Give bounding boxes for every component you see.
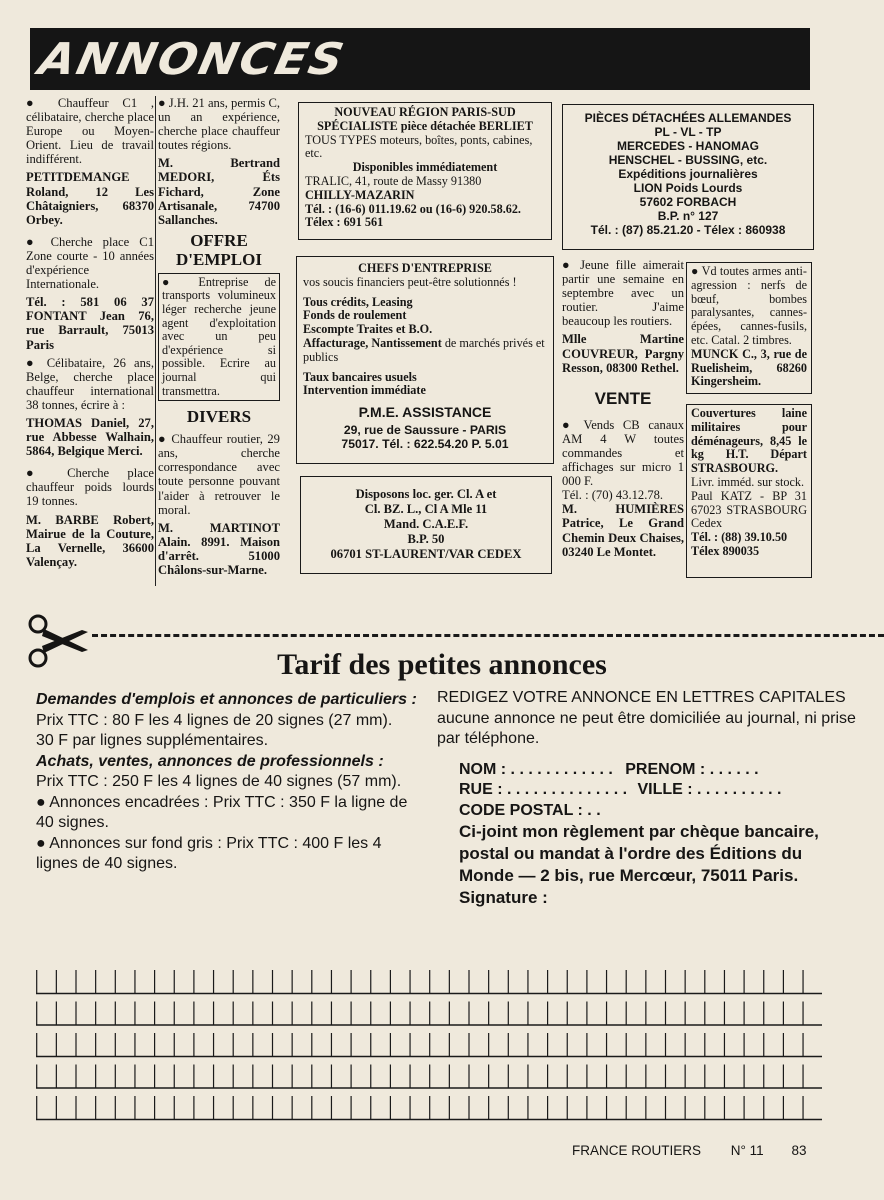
- ad-line: Affacturage, Nantissement de marchés privés et publics: [303, 335, 545, 364]
- ad-line: MERCEDES - HANOMAG: [616, 139, 759, 153]
- ad-line: Intervention immédiate: [303, 383, 426, 398]
- ad-company: P.M.E. ASSISTANCE: [358, 404, 492, 421]
- ad-item: ● Célibataire, 26 ans, Belge, cherche place chauffeur international 38 tonnes, écrire à :: [26, 355, 154, 412]
- ad-box-chefs-entreprise: [296, 256, 554, 464]
- page-title: ANNONCES: [34, 33, 350, 85]
- ad-box-pieces-detachees: [562, 104, 814, 250]
- ad-line: Taux bancaires usuels: [303, 369, 417, 384]
- tarif-price: Prix TTC : 80 F les 4 lignes de 20 signes (27 mm).: [36, 711, 393, 729]
- form-fields: [459, 760, 857, 822]
- ads-column-1: [26, 96, 154, 573]
- ad-contact: PETITDEMANGE Roland, 12 Les Châtaigniers, 68370 Orbey.: [26, 170, 154, 227]
- ad-line: 06701 ST-LAURENT/VAR CEDEX: [330, 547, 522, 561]
- ad-box-couvertures: [686, 404, 812, 578]
- ad-line: B.P. n° 127: [657, 209, 719, 223]
- page-footer: [572, 1143, 807, 1158]
- payment-instructions: Ci-joint mon règlement par chèque bancaire, postal ou mandat à l'ordre des Éditions du Monde — 2 bis, rue Mercœur, 75011 Paris.: [459, 822, 819, 885]
- section-heading-divers: DIVERS: [186, 407, 252, 427]
- tarif-price: Prix TTC : 250 F les 4 lignes de 40 signes (57 mm).: [36, 773, 402, 790]
- form-row: [459, 760, 857, 781]
- ad-item: ● Chauffeur routier, 29 ans, cherche correspondance avec toute personne pouvant l'aider à retrouver le moral.: [158, 432, 280, 517]
- ad-line: Tél. : (87) 85.21.20 - Télex : 860938: [590, 223, 786, 237]
- ad-text: Couvertures laine militaires pour déménageurs, 8,45 le kg H.T. Départ STRASBOURG.: [691, 406, 807, 476]
- writing-grid[interactable]: [36, 964, 822, 1124]
- ad-line: SPÉCIALISTE pièce détachée BERLIET: [317, 118, 533, 133]
- ad-box-location: [300, 476, 552, 574]
- ad-contact: MUNCK C., 3, rue de Ruelisheim, 68260 Kingersheim.: [691, 346, 807, 389]
- tarif-title: Tarif des petites annonces: [277, 648, 607, 681]
- header-banner: [30, 28, 810, 90]
- tarif-heading: Achats, ventes, annonces de professionnels :: [36, 752, 384, 770]
- ad-line: Cl. BZ. L., Cl A Mle 11: [364, 502, 488, 516]
- ad-phone: Tél. : (88) 39.10.50: [691, 530, 788, 545]
- section-heading-offre: OFFRE D'EMPLOI: [176, 230, 262, 269]
- ad-item: ● Jeune fille aimerait partir une semaine en septembre avec un routier. J'aime beaucoup les routiers.: [562, 258, 684, 329]
- ad-line: Disponibles immédiatement: [352, 160, 498, 175]
- prenom-field[interactable]: PRENOM : . . . . . .: [625, 760, 759, 778]
- ad-line: PL - VL - TP: [654, 125, 722, 139]
- ad-telex: Télex 890035: [691, 543, 760, 558]
- magazine-name: FRANCE ROUTIERS: [572, 1143, 702, 1158]
- ad-line: LION Poids Lourds: [633, 181, 743, 195]
- ad-line: PIÈCES DÉTACHÉES ALLEMANDES: [584, 111, 792, 125]
- tarif-details: [36, 690, 426, 875]
- ad-contact: M. BARBE Robert, Mairue de la Couture, La Vernelle, 36600 Valençay.: [26, 512, 154, 569]
- form-note: aucune annonce ne peut être domiciliée au journal, ni prise par téléphone.: [437, 709, 856, 747]
- ad-line: Tél. : (16-6) 011.19.62 ou (16-6) 920.58.62.: [305, 201, 521, 216]
- ad-line: Fonds de roulement: [303, 308, 407, 323]
- ad-line: Télex : 691 561: [305, 215, 384, 230]
- ad-contact: Mlle Martine COUVREUR, Pargny Resson, 08300 Rethel.: [562, 332, 684, 375]
- ad-line: TRALIC, 41, route de Massy 91380: [305, 173, 482, 188]
- ad-text: ● Vd toutes armes anti-agression : nerfs de bœuf, bombes paralysantes, cannes-épées, cannes-fusils, etc. Catal. 2 timbres.: [691, 264, 807, 347]
- ad-line: TOUS TYPES moteurs, boîtes, ponts, cabines, etc.: [305, 132, 533, 161]
- ads-column-4: [562, 258, 684, 563]
- code-postal-field[interactable]: CODE POSTAL : . .: [459, 801, 601, 819]
- form-instructions: REDIGEZ VOTRE ANNONCE EN LETTRES CAPITALES: [437, 689, 846, 706]
- ad-line: 75017. Tél. : 622.54.20 P. 5.01: [341, 436, 509, 451]
- form-row: [459, 780, 857, 801]
- ad-contact: M. MARTINOT Alain. 8991. Maison d'arrêt. 51000 Châlons-sur-Marne.: [158, 520, 280, 578]
- signature-field[interactable]: Signature :: [459, 888, 548, 907]
- ad-line: Disposons loc. ger. Cl. A et: [355, 487, 497, 501]
- ad-item: ● J.H. 21 ans, permis C, un an expérience, cherche place chauffeur toutes régions.: [158, 96, 281, 153]
- ad-line: Mand. C.A.E.F.: [383, 517, 469, 531]
- tarif-price: 30 F par lignes supplémentaires.: [36, 732, 269, 749]
- issue-number: N° 11: [730, 1143, 764, 1158]
- ad-line: 57602 FORBACH: [639, 195, 737, 209]
- tarif-price: ● Annonces encadrées : Prix TTC : 350 F la ligne de 40 signes.: [36, 793, 408, 831]
- ad-box-berliet: [298, 102, 552, 240]
- cut-line: [92, 634, 884, 637]
- ad-contact: Tél. : 581 06 37 FONTANT Jean 76, rue Barrault, 75013 Paris: [26, 295, 154, 352]
- section-heading-vente: VENTE: [594, 388, 652, 408]
- column-divider: [155, 96, 156, 586]
- ad-line: Escompte Traites et B.O.: [303, 322, 433, 337]
- tarif-price: ● Annonces sur fond gris : Prix TTC : 400 F les 4 lignes de 40 signes.: [36, 834, 382, 872]
- ad-item: ● Cherche place C1 Zone courte - 10 années d'expérience Internationale.: [26, 234, 154, 292]
- ad-item: ● Chauffeur C1 , célibataire, cherche place Europe ou Moyen-Orient. Lieu de travail indifférent.: [26, 96, 154, 167]
- ville-field[interactable]: VILLE : . . . . . . . . . .: [637, 781, 782, 798]
- ad-line: Expéditions journalières: [618, 167, 758, 181]
- ads-column-2: [158, 96, 280, 581]
- ad-item: ● Cherche place chauffeur poids lourds 19 tonnes.: [26, 466, 154, 509]
- ad-text: Paul KATZ - BP 31 67023 STRASBOURG Cedex: [691, 488, 807, 531]
- rue-field[interactable]: RUE : . . . . . . . . . . . . . .: [459, 781, 628, 798]
- nom-field[interactable]: NOM : . . . . . . . . . . . .: [459, 760, 613, 778]
- ad-box-offre: ● Entreprise de transports volumineux léger recherche jeune agent d'exploitation avec un peu d'expérience si possible. Ecrire au journal qui transmettra.: [158, 273, 280, 401]
- ad-phone: Tél. : (70) 43.12.78.: [562, 488, 664, 503]
- ad-line: B.P. 50: [407, 532, 445, 546]
- ad-item: ● Vends CB canaux AM 4 W toutes commandes et affichages sur micro 1 000 F.: [562, 417, 685, 489]
- ad-line: Tous crédits, Leasing: [303, 294, 413, 309]
- ad-line: NOUVEAU RÉGION PARIS-SUD: [334, 105, 516, 119]
- ad-line: CHILLY-MAZARIN: [305, 187, 415, 202]
- tarif-heading: Demandes d'emplois et annonces de particuliers :: [36, 691, 417, 708]
- ad-text: Livr. imméd. sur stock.: [691, 474, 805, 489]
- order-form: [437, 688, 857, 909]
- ad-line: 29, rue de Saussure - PARIS: [343, 422, 507, 437]
- ad-contact: M. HUMIÈRES Patrice, Le Grand Chemin Deux Chaises, 03240 Le Montet.: [562, 502, 684, 559]
- ad-subtitle: vos soucis financiers peut-être solutionnés !: [303, 274, 517, 289]
- ad-box-armes: [686, 262, 812, 394]
- ad-contact: M. Bertrand MEDORI, Éts Fichard, Zone Artisanale, 74700 Sallanches.: [158, 156, 280, 227]
- page-number: 83: [791, 1143, 807, 1158]
- ad-contact: THOMAS Daniel, 27, rue Abbesse Walhain, 5864, Belgique Merci.: [26, 415, 154, 459]
- ad-line: HENSCHEL - BUSSING, etc.: [608, 153, 768, 167]
- ad-title: CHEFS D'ENTREPRISE: [358, 261, 492, 275]
